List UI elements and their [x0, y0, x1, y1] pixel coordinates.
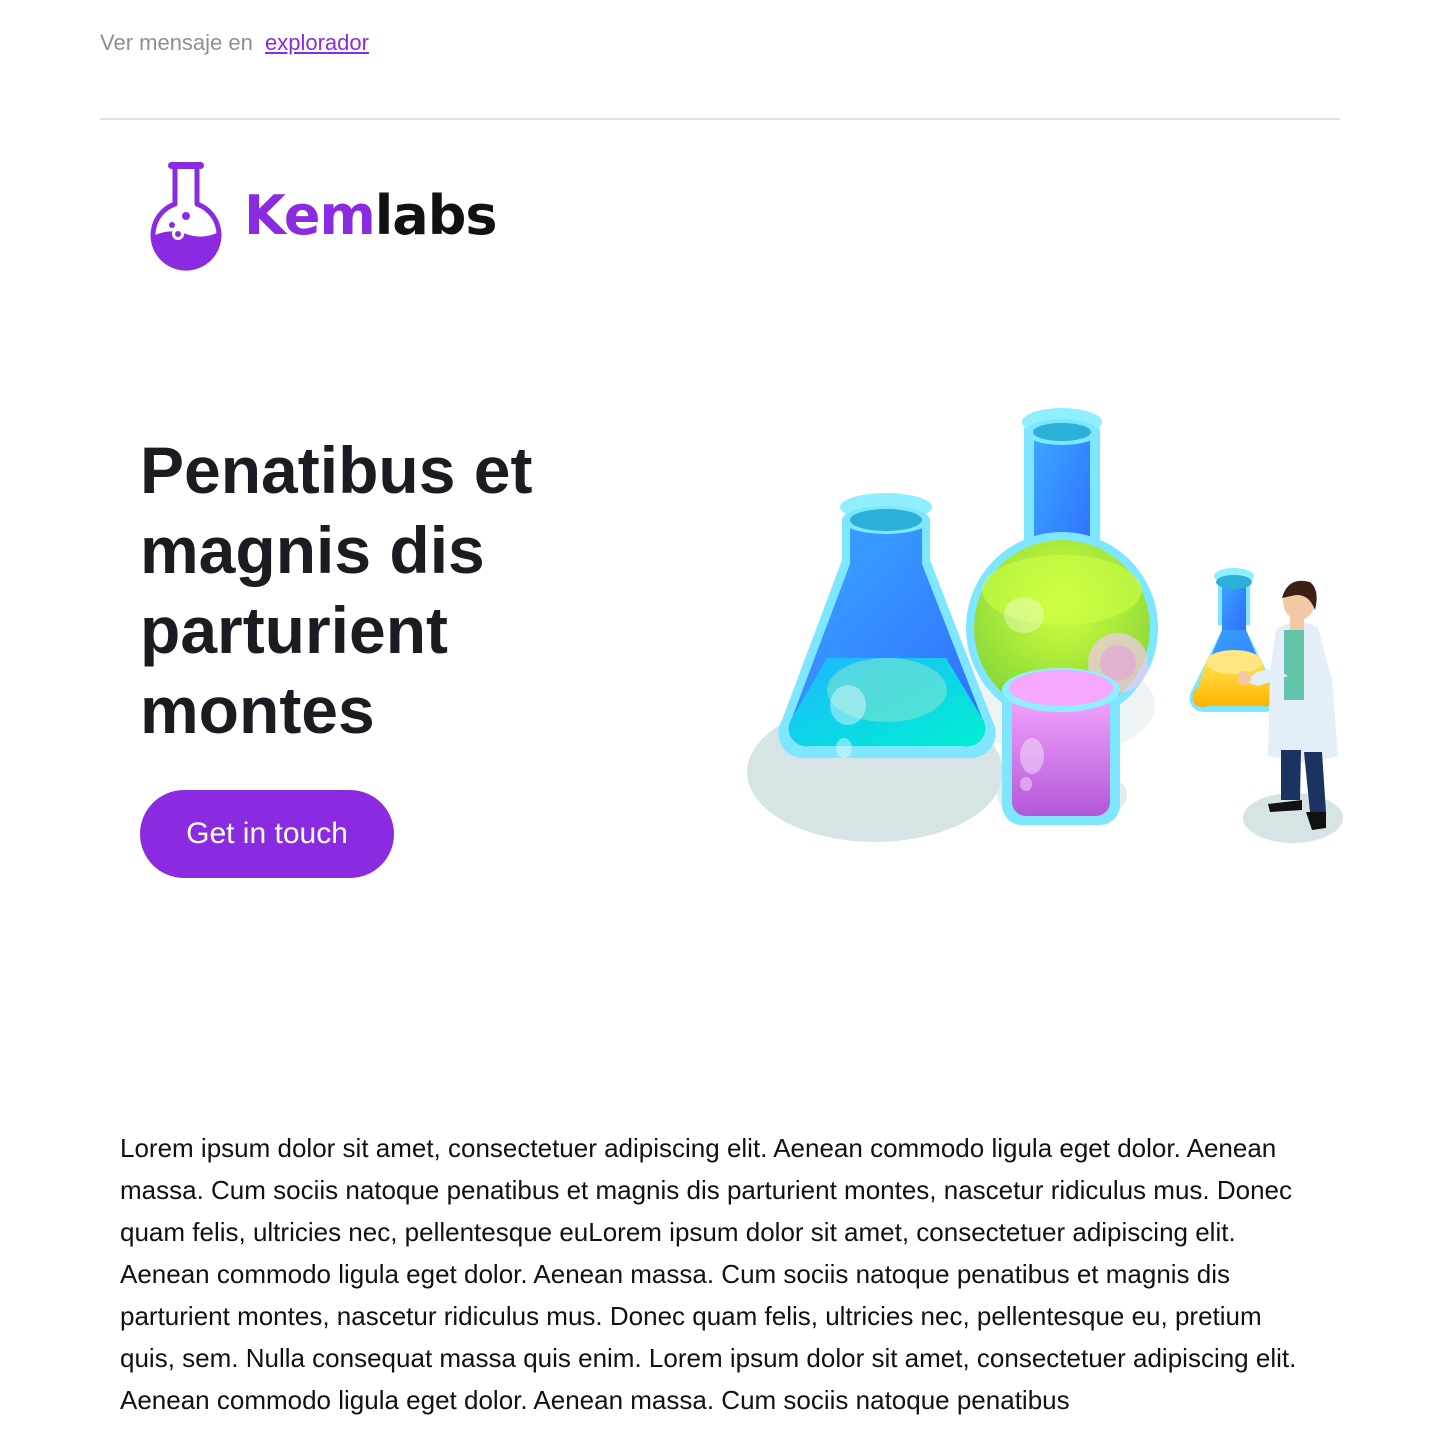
laboratory-flasks-scientist-illustration	[740, 400, 1360, 860]
hero-title: Penatibus et magnis dis parturient montes	[140, 433, 533, 747]
view-in-browser-link[interactable]: explorador	[265, 30, 369, 55]
brand-wordmark-labs: labs	[374, 184, 497, 247]
brand-logo[interactable]	[148, 158, 497, 273]
preheader	[100, 30, 369, 56]
flask-icon	[148, 158, 228, 273]
body-paragraph: Lorem ipsum dolor sit amet, consectetuer adipiscing elit. Aenean commodo ligula eget dolor. Aenean massa. Cum sociis natoque penatibus et magnis dis parturient montes, nascetur ridiculus mus. Donec quam felis, ultricies nec, pellentesque euLorem ipsum dolor sit amet, consectetuer adipiscing elit. Aenean commodo ligula eget dolor. Aenean massa. Cum sociis natoque penatibus et magnis dis parturient montes, nascetur ridiculus mus. Donec quam felis, ultricies nec, pellentesque eu, pretium quis, sem. Nulla consequat massa quis enim. Lorem ipsum dolor sit amet, consectetuer adipiscing elit. Aenean commodo ligula eget dolor. Aenean massa. Cum sociis natoque penatibus	[120, 1133, 1297, 1415]
header-divider	[100, 118, 1340, 120]
brand-wordmark-kem: Kem	[244, 184, 375, 247]
brand-wordmark	[244, 184, 497, 247]
get-in-touch-button[interactable]: Get in touch	[140, 790, 394, 878]
preheader-text: Ver mensaje en	[100, 30, 253, 55]
